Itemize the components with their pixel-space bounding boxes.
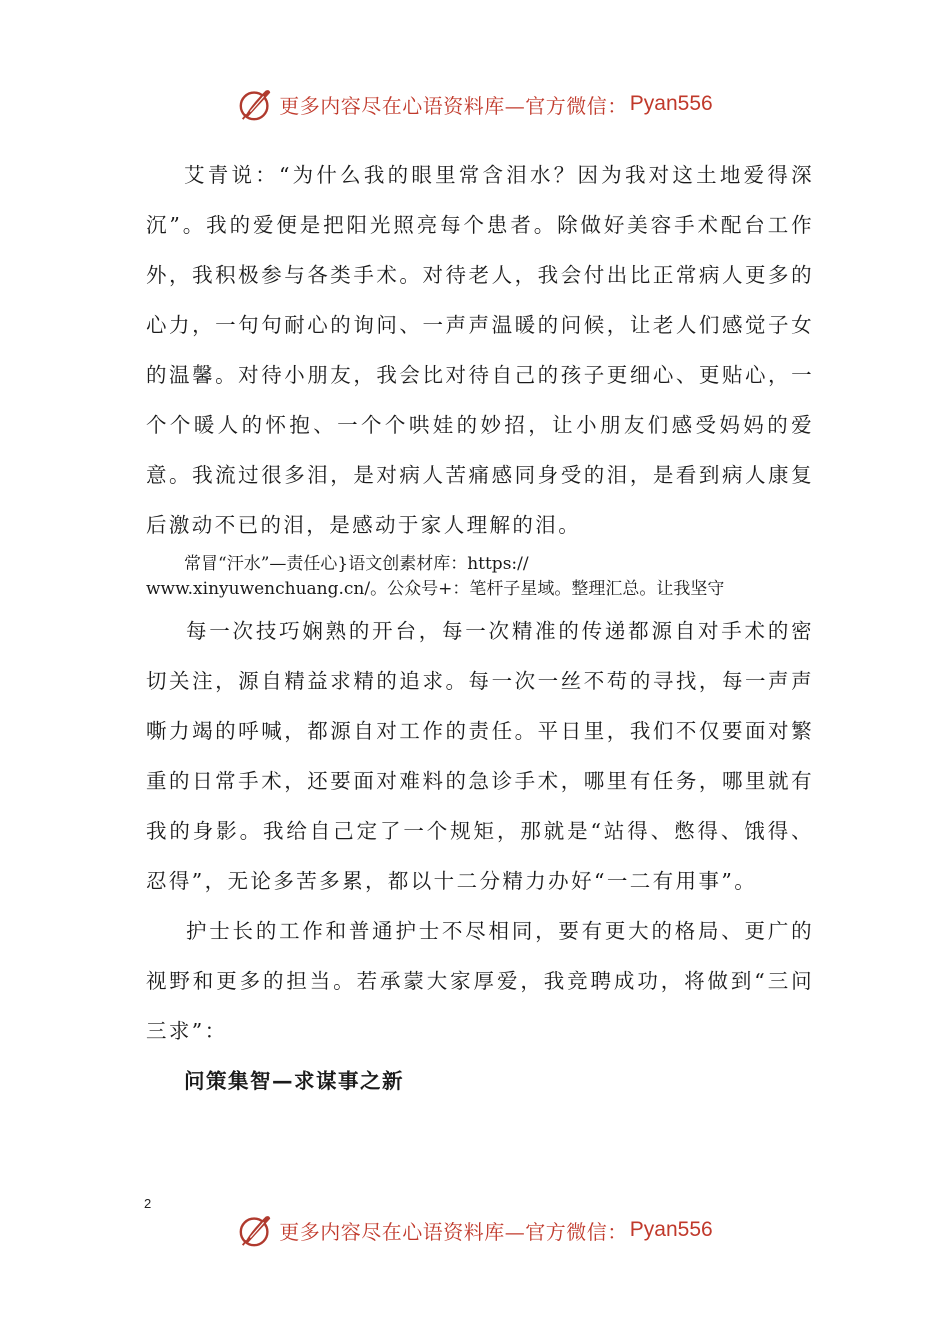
quill-pen-logo-icon: [237, 1211, 275, 1249]
footer-banner: [0, 1208, 950, 1252]
source-link-block: [146, 552, 814, 602]
page-number: 2: [144, 1196, 152, 1211]
banner-text: 更多内容尽在心语资料库—官方微信：: [279, 1219, 628, 1244]
quill-pen-logo-icon: [237, 85, 275, 123]
paragraph-responsibility: 每一次技巧娴熟的开台，每一次精准的传递都源自对手术的密切关注，源自精益求精的追求。每一次一丝不苟的寻找，每一声声嘶力竭的呼喊，都源自对工作的责任。平日里，我们不仅要面对繁重的日常手术，还要面对难料的急诊手术，哪里有任务，哪里就有我的身影。我给自己定了一个规矩，那就是“站得、憋得、饿得、忍得”，无论多苦多累，都以十二分精力办好“一二有用事”。: [146, 619, 814, 893]
source-link-line-2: www.xinyuwenchuang.cn/。公众号+：笔杆子星域。整理汇总。让我坚守: [146, 579, 725, 599]
paragraph-head-nurse: 护士长的工作和普通护士不尽相同，要有更大的格局、更广的视野和更多的担当。若承蒙大家厚爱，我竞聘成功，将做到“三问三求”：: [146, 919, 814, 1043]
paragraph-love: 艾青说：“为什么我的眼里常含泪水？因为我对这土地爱得深沉”。我的爱便是把阳光照亮每个患者。除做好美容手术配台工作外，我积极参与各类手术。对待老人，我会付出比正常病人更多的心力，一句句耐心的询问、一声声温暖的问候，让老人们感觉子女的温馨。对待小朋友，我会比对待自己的孩子更细心、更贴心，一个个暖人的怀抱、一个个哄娃的妙招，让小朋友们感受妈妈的爱意。我流过很多泪，是对病人苦痛感同身受的泪，是看到病人康复后激动不已的泪，是感动于家人理解的泪。: [146, 163, 814, 537]
source-link-line-1: 常冒“汗水”—责任心}语文创素材库：https://: [184, 554, 529, 574]
document-body: [146, 150, 814, 1106]
banner-text: 更多内容尽在心语资料库—官方微信：: [279, 93, 628, 118]
banner-wechat-id: Pyan556: [629, 92, 713, 115]
section-heading: 问策集智—求谋事之新: [184, 1069, 404, 1093]
header-banner: [0, 82, 950, 126]
banner-wechat-id: Pyan556: [629, 1218, 713, 1241]
